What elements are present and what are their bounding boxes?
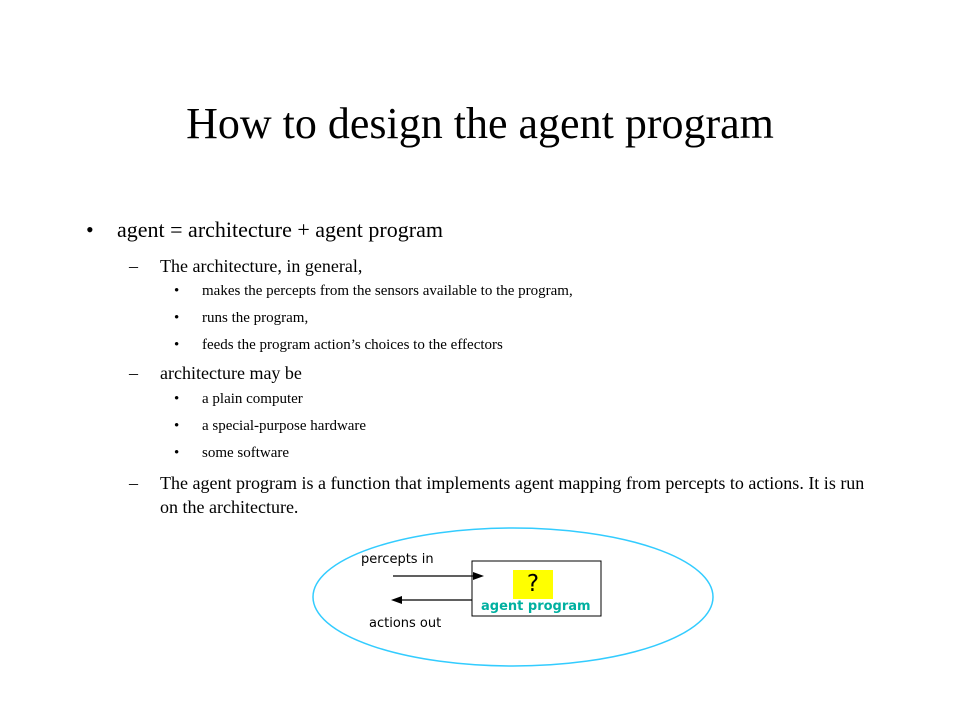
sub-bullet-architecture-general: The architecture, in general, xyxy=(160,256,363,276)
bullet-agent-definition: agent = architecture + agent program xyxy=(117,217,443,242)
sub-bullet-architecture-may-be: architecture may be xyxy=(160,363,302,383)
list-item: makes the percepts from the sensors available to the program, xyxy=(202,283,573,299)
question-mark: ? xyxy=(526,571,540,597)
actions-label: actions out xyxy=(369,616,442,631)
list-item: feeds the program action’s choices to the effectors xyxy=(202,337,503,353)
slide-title: How to design the agent program xyxy=(186,99,774,148)
bullet-marker: • xyxy=(174,418,180,434)
bullet-marker: • xyxy=(86,217,94,242)
dash-marker: – xyxy=(129,363,138,383)
list-item: a plain computer xyxy=(202,391,303,407)
bullet-marker: • xyxy=(174,283,180,299)
bullet-marker: • xyxy=(174,337,180,353)
bullet-marker: • xyxy=(174,310,180,326)
list-item: some software xyxy=(202,445,290,461)
bullet-marker: • xyxy=(174,445,180,461)
dash-marker: – xyxy=(129,256,138,276)
percepts-label: percepts in xyxy=(361,552,434,567)
list-item: a special-purpose hardware xyxy=(202,418,367,434)
sub-bullet-agent-program-function: The agent program is a function that implements agent mapping from percepts to actions. It is run on the architecture. xyxy=(160,473,865,517)
bullet-marker: • xyxy=(174,391,180,407)
dash-marker: – xyxy=(129,473,138,493)
list-item: runs the program, xyxy=(202,310,309,326)
agent-program-label: agent program xyxy=(481,599,591,614)
actions-arrowhead xyxy=(391,596,402,604)
